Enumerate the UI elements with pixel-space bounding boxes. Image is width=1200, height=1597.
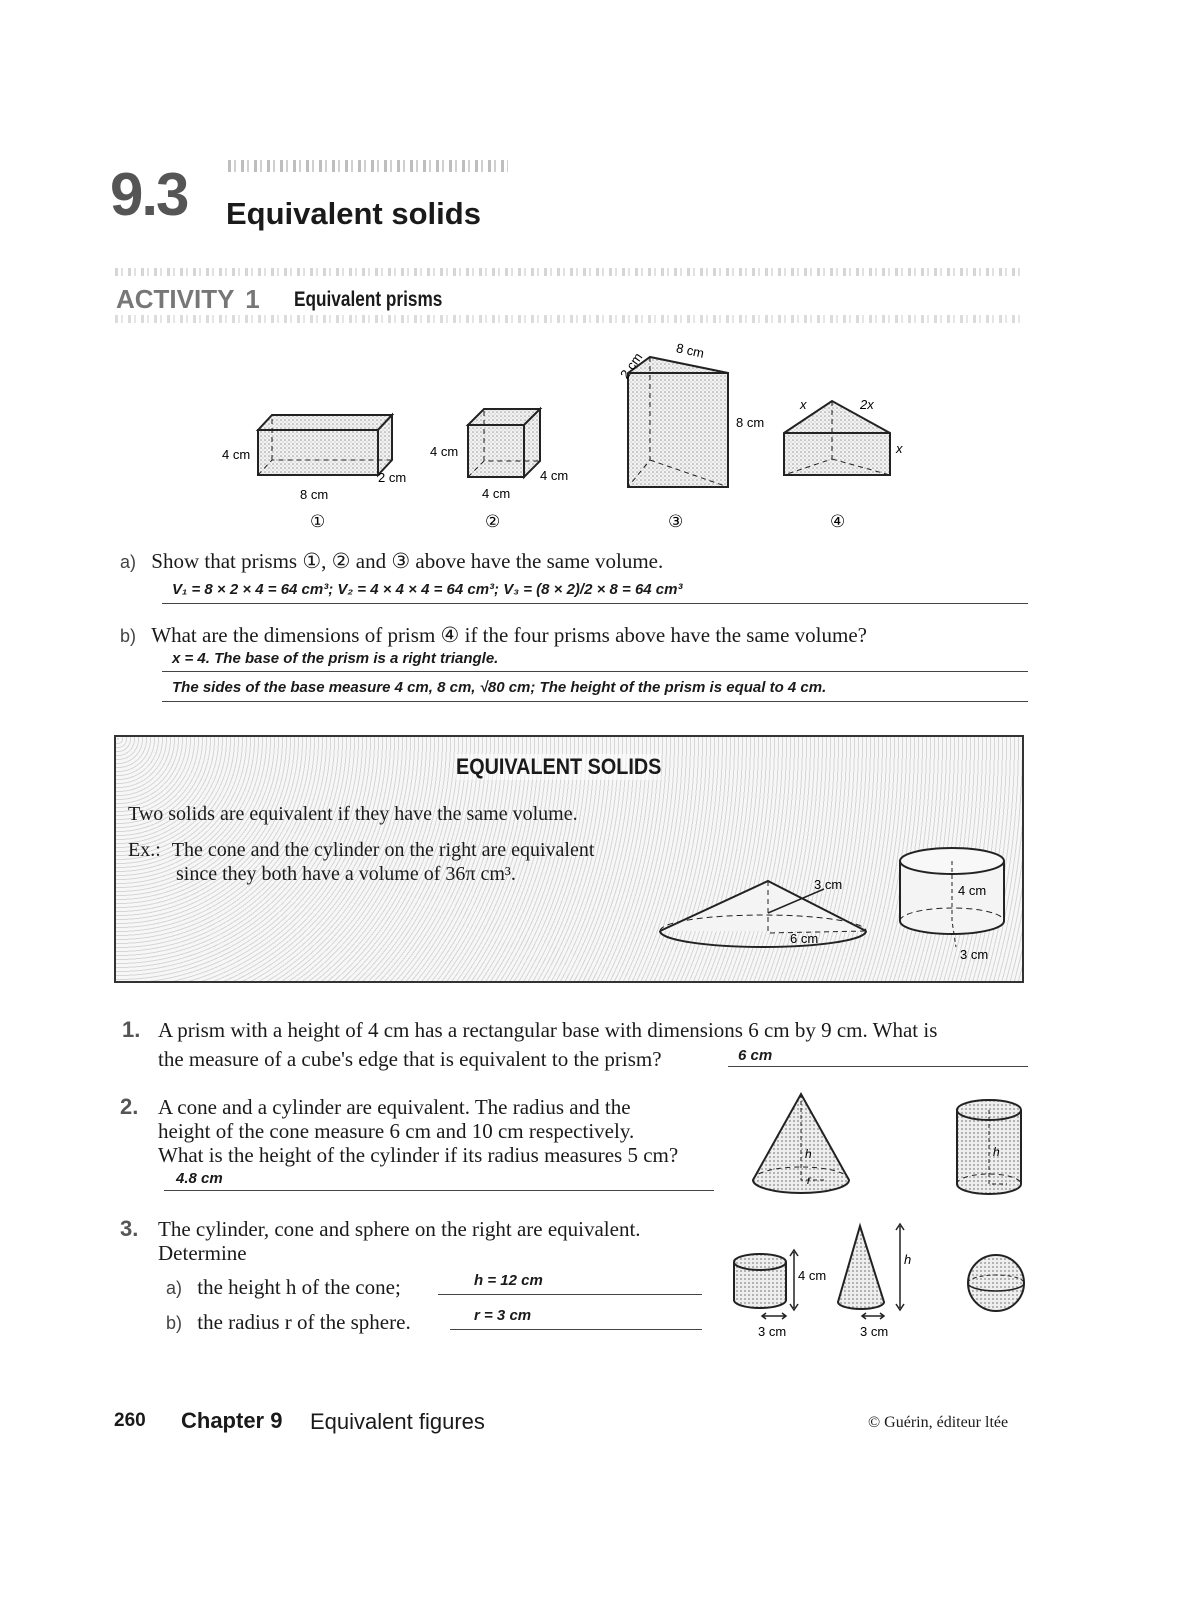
q3-cyl-width: 3 cm <box>758 1324 787 1339</box>
q3-a-answer: h = 12 cm <box>474 1272 543 1289</box>
p1-length: 8 cm <box>300 487 329 502</box>
page-number: 260 <box>114 1410 146 1431</box>
q2-line3: What is the height of the cylinder if its radius measures 5 cm? <box>158 1143 679 1167</box>
p3-num: ③ <box>668 512 684 531</box>
cone-radius-label: 6 cm <box>790 931 819 946</box>
part-b-question: What are the dimensions of prism ④ if the four prisms above have the same volume? <box>151 623 867 647</box>
p3-leg1: 2 cm <box>616 349 646 382</box>
answer-line <box>162 701 1028 702</box>
answer-line <box>438 1294 702 1295</box>
q3-b <box>166 1310 411 1335</box>
activity-label <box>116 284 260 315</box>
prism-1 <box>222 415 406 531</box>
cyl-height-label: 4 cm <box>958 883 987 898</box>
box-ex-label: Ex.: <box>128 839 161 861</box>
answer-line <box>162 603 1028 604</box>
activity-number: 1 <box>245 284 260 314</box>
q3-b-text: the radius r of the sphere. <box>197 1310 411 1334</box>
q1-answer: 6 cm <box>738 1047 773 1064</box>
p1-depth: 2 cm <box>378 470 407 485</box>
answer-line <box>164 1190 714 1191</box>
q3-b-answer: r = 3 cm <box>474 1307 532 1324</box>
q2-cylinder <box>957 1100 1021 1194</box>
q2-cone-r: r <box>807 1173 811 1187</box>
q3-cone-h: h <box>904 1252 912 1267</box>
q3-line2: Determine <box>158 1241 247 1265</box>
q3-cone <box>838 1224 911 1339</box>
p2-depth: 4 cm <box>540 468 569 483</box>
box-example <box>128 838 594 886</box>
p1-num: ① <box>310 512 326 531</box>
part-b-answer-2: The sides of the base measure 4 cm, 8 cm, √80 cm; The height of the prism is equal to 4 cm. <box>172 679 827 696</box>
p3-height: 8 cm <box>736 415 765 430</box>
answer-line <box>728 1066 1028 1067</box>
answer-line <box>162 671 1028 672</box>
p2-height: 4 cm <box>430 444 459 459</box>
q3-a-letter: a) <box>166 1278 183 1298</box>
activity-word: ACTIVITY <box>116 284 234 314</box>
p4-leg1: x <box>800 397 807 412</box>
chapter-title: Equivalent figures <box>310 1409 485 1434</box>
q2-cone-h: h <box>805 1147 812 1161</box>
chapter-label: Chapter 9 <box>181 1408 283 1433</box>
q3-figure <box>728 1218 1028 1344</box>
p2-num: ② <box>485 512 501 531</box>
prism-3 <box>617 340 764 531</box>
box-ex-line2: since they both have a volume of 36π cm³. <box>176 863 516 885</box>
q3-a <box>166 1275 401 1300</box>
p2-length: 4 cm <box>482 486 511 501</box>
part-a-question: Show that prisms ①, ② and ③ above have the same volume. <box>151 549 664 573</box>
part-b-letter: b) <box>120 626 137 646</box>
prism-2 <box>430 409 568 531</box>
q3-a-text: the height h of the cone; <box>197 1275 401 1299</box>
copyright: © Guérin, éditeur ltée <box>868 1414 1009 1431</box>
q2-answer: 4.8 cm <box>176 1170 223 1187</box>
section-number: 9.3 <box>110 161 188 228</box>
cyl-radius-label: 3 cm <box>960 947 989 962</box>
scan-noise <box>228 160 508 172</box>
section-title: Equivalent solids <box>226 196 481 231</box>
q1-line1: A prism with a height of 4 cm has a rectangular base with dimensions 6 cm by 9 cm. What is <box>158 1018 938 1042</box>
definition-box <box>114 735 1024 983</box>
p4-leg2: 2x <box>860 397 874 412</box>
q2-line1: A cone and a cylinder are equivalent. The radius and the <box>158 1095 631 1119</box>
q2-cyl-h: h <box>993 1145 1000 1159</box>
p3-leg2: 8 cm <box>674 340 706 361</box>
q3-sphere <box>968 1255 1024 1311</box>
q3-cyl-height: 4 cm <box>798 1268 827 1283</box>
box-figure <box>656 837 1016 977</box>
part-b <box>120 623 867 648</box>
p1-height: 4 cm <box>222 447 251 462</box>
q3-cylinder <box>734 1250 826 1339</box>
part-a <box>120 549 663 574</box>
scan-noise <box>115 268 1025 276</box>
scan-noise <box>115 315 1025 323</box>
box-title: EQUIVALENT SOLIDS <box>456 754 662 779</box>
example-cylinder <box>900 848 1004 962</box>
q2-cone <box>753 1094 849 1193</box>
prisms-figure <box>200 335 920 535</box>
q3-cone-width: 3 cm <box>860 1324 889 1339</box>
q2-line2: height of the cone measure 6 cm and 10 cm respectively. <box>158 1119 635 1143</box>
part-a-answer: V₁ = 8 × 2 × 4 = 64 cm³; V₂ = 4 × 4 × 4 = 64 cm³; V₃ = (8 × 2)/2 × 8 = 64 cm³ <box>172 581 683 598</box>
box-definition: Two solids are equivalent if they have the same volume. <box>128 803 578 825</box>
q3-number: 3. <box>120 1216 139 1241</box>
q3-line1: The cylinder, cone and sphere on the right are equivalent. <box>158 1217 641 1241</box>
q2-figure <box>745 1088 1035 1206</box>
box-ex-line1: The cone and the cylinder on the right are equivalent <box>171 839 595 861</box>
p4-height: x <box>896 441 903 456</box>
q3-b-letter: b) <box>166 1313 183 1333</box>
part-b-answer-1: x = 4. The base of the prism is a right triangle. <box>172 650 499 667</box>
q2-text <box>158 1095 714 1167</box>
answer-line <box>450 1329 702 1330</box>
q2-number: 2. <box>120 1094 139 1119</box>
example-cone <box>660 877 866 947</box>
p4-num: ④ <box>830 512 846 531</box>
q1-line2: the measure of a cube's edge that is equivalent to the prism? <box>158 1047 662 1071</box>
cone-height-label: 3 cm <box>814 877 843 892</box>
part-a-letter: a) <box>120 552 137 572</box>
prism-4 <box>784 397 903 531</box>
activity-title: Equivalent prisms <box>294 288 443 311</box>
q1-number: 1. <box>122 1017 141 1042</box>
